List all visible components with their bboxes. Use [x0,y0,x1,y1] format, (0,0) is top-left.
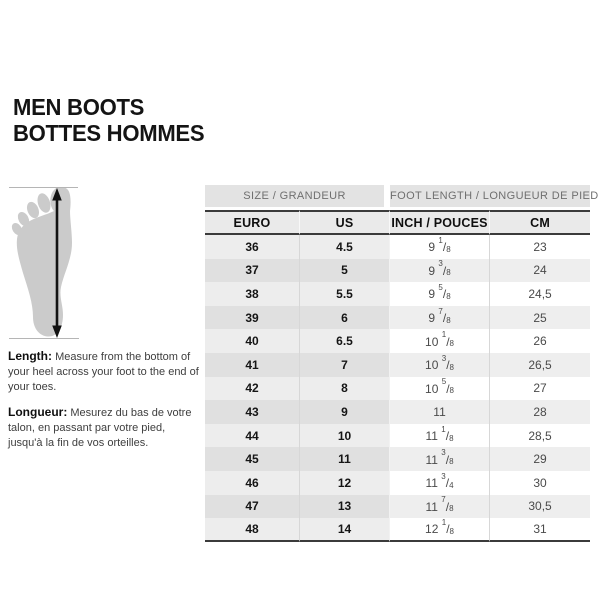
us-cell: 8 [300,377,390,401]
cm-cell: 27 [490,377,590,401]
inch-cell: 9 $^1/_8$ [390,235,490,259]
foot-measurement-icon [8,181,94,342]
us-cell: 5 [300,259,390,283]
euro-cell: 40 [205,329,300,353]
cm-cell: 24 [490,259,590,283]
us-cell: 11 [300,447,390,471]
size-row [205,471,590,495]
page-title-en: MEN BOOTS [13,94,145,120]
size-row [205,306,590,330]
inch-cell: 11 $^1/_8$ [390,424,490,448]
euro-cell: 45 [205,447,300,471]
longueur-text: Mesurez du bas de votre talon, en passant par votre pied, jusqu'à la fin de vos orteilles. [8,407,192,449]
euro-cell: 36 [205,235,300,259]
euro-cell: 44 [205,424,300,448]
us-cell: 9 [300,400,390,424]
size-row [205,518,590,542]
col-header-inch-pouces: INCH / POUCES [390,210,490,235]
euro-cell: 39 [205,306,300,330]
col-header-euro: EURO [205,210,300,235]
inch-cell: 9 $^7/_8$ [390,306,490,330]
cm-cell: 30,5 [490,495,590,519]
measure-instructions [8,349,200,451]
size-row [205,259,590,283]
size-row [205,447,590,471]
cm-cell: 23 [490,235,590,259]
cm-cell: 28 [490,400,590,424]
cm-cell: 26 [490,329,590,353]
cm-cell: 25 [490,306,590,330]
us-cell: 14 [300,518,390,542]
size-row [205,329,590,353]
inch-cell: 11 $^3/_4$ [390,471,490,495]
size-row [205,495,590,519]
cm-cell: 29 [490,447,590,471]
inch-cell: 9 $^3/_8$ [390,259,490,283]
us-cell: 13 [300,495,390,519]
inch-cell: 11 $^3/_8$ [390,447,490,471]
size-row [205,235,590,259]
length-text: Measure from the bottom of your heel across your foot to the end of your toes. [8,351,199,393]
size-row [205,353,590,377]
group-header-foot-length: FOOT LENGTH / LONGUEUR DE PIED [390,185,590,207]
euro-cell: 46 [205,471,300,495]
inch-cell: 9 $^5/_8$ [390,282,490,306]
euro-cell: 37 [205,259,300,283]
column-header-row [205,210,590,235]
us-cell: 10 [300,424,390,448]
euro-cell: 48 [205,518,300,542]
euro-cell: 41 [205,353,300,377]
us-cell: 6.5 [300,329,390,353]
col-header-cm: CM [490,210,590,235]
cm-cell: 24,5 [490,282,590,306]
euro-cell: 38 [205,282,300,306]
inch-cell: 11 $^7/_8$ [390,495,490,519]
length-instruction [8,349,200,395]
inch-cell: 10 $^5/_8$ [390,377,490,401]
euro-cell: 42 [205,377,300,401]
longueur-label: Longueur: [8,405,68,419]
inch-cell: 10 $^3/_8$ [390,353,490,377]
size-row [205,424,590,448]
size-table [205,185,599,542]
cm-cell: 30 [490,471,590,495]
inch-cell: 11 [390,400,490,424]
inch-cell: 10 $^1/_8$ [390,329,490,353]
cm-cell: 28,5 [490,424,590,448]
cm-cell: 26,5 [490,353,590,377]
size-row [205,282,590,306]
col-header-us: US [300,210,390,235]
euro-cell: 47 [205,495,300,519]
page-title [13,94,204,146]
longueur-instruction [8,405,200,451]
group-header-row [205,185,590,207]
page-title-fr: BOTTES HOMMES [13,120,205,146]
cm-cell: 31 [490,518,590,542]
size-row [205,377,590,401]
us-cell: 4.5 [300,235,390,259]
length-label: Length: [8,349,52,363]
size-row [205,400,590,424]
euro-cell: 43 [205,400,300,424]
us-cell: 6 [300,306,390,330]
us-cell: 7 [300,353,390,377]
us-cell: 5.5 [300,282,390,306]
us-cell: 12 [300,471,390,495]
group-header-size: SIZE / GRANDEUR [205,185,390,207]
inch-cell: 12 $^1/_8$ [390,518,490,542]
